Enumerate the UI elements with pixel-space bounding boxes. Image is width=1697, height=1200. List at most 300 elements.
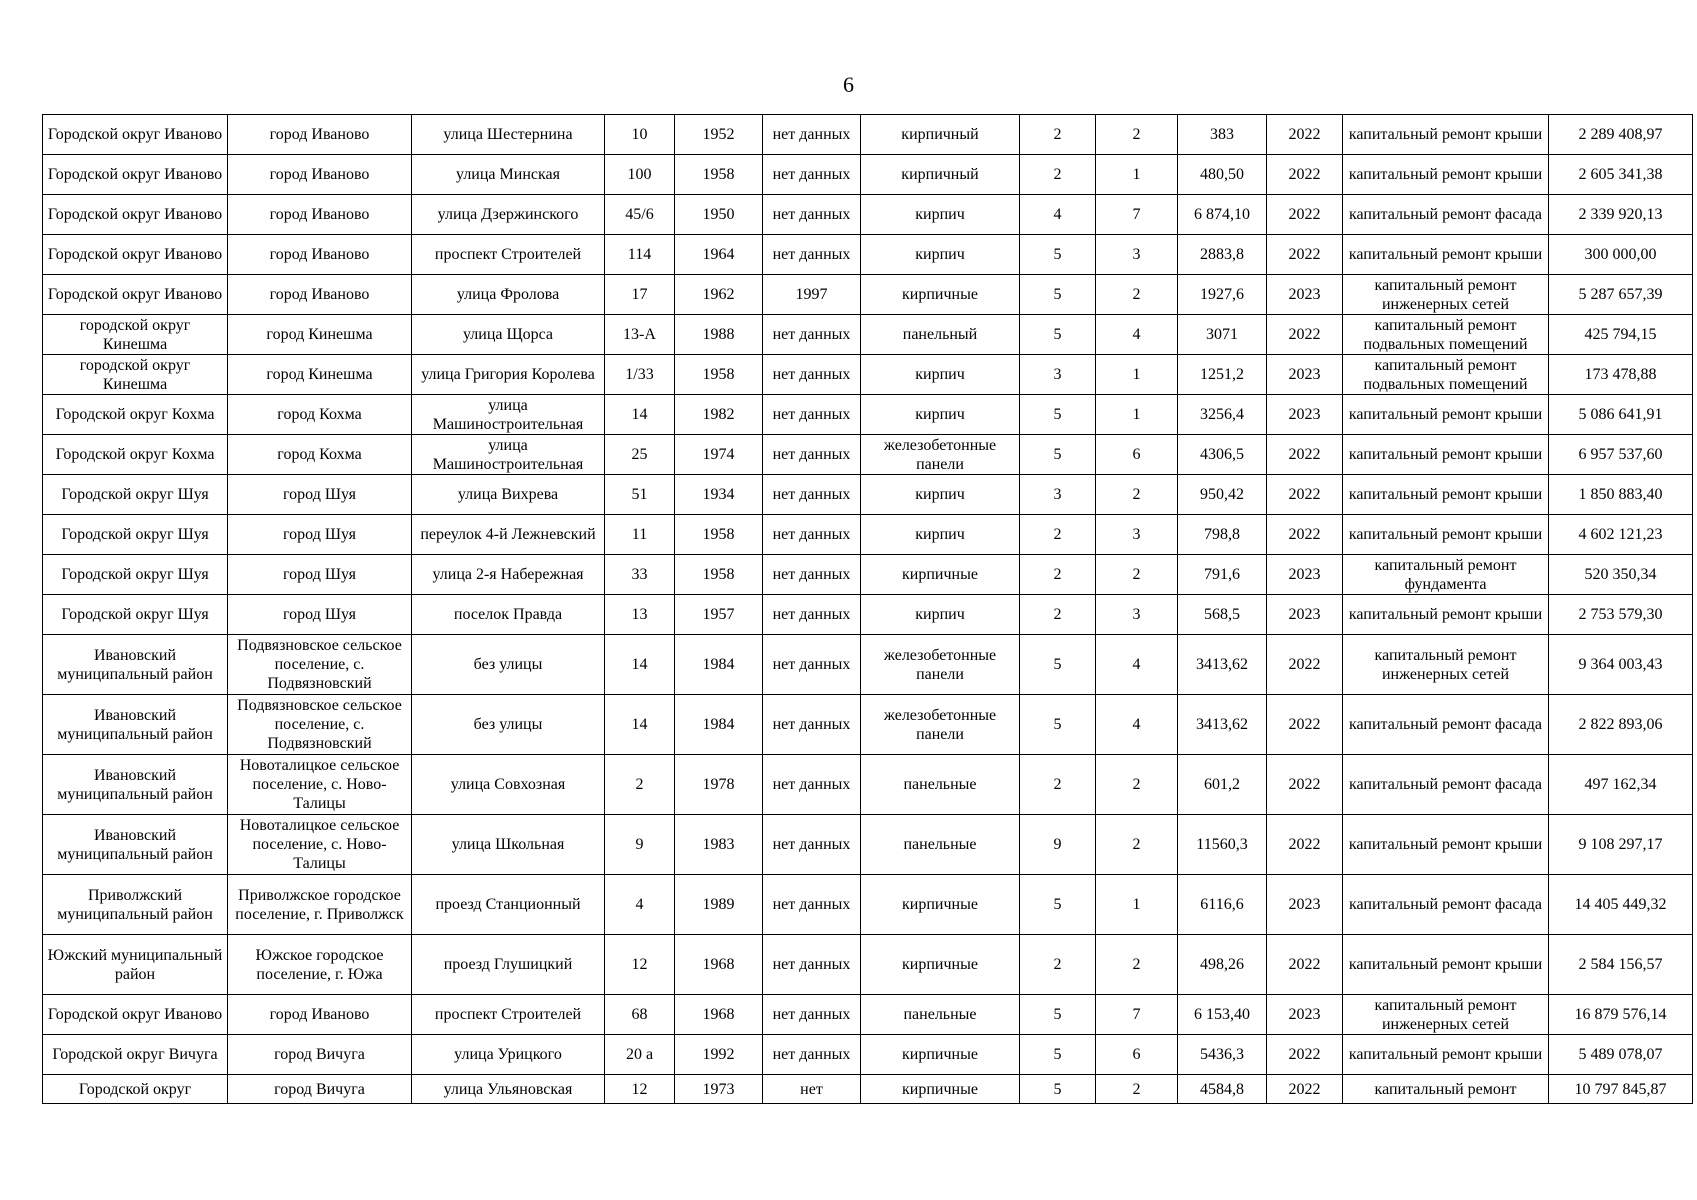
- cell-floors: 2: [1020, 595, 1096, 635]
- cell-area: 3413,62: [1178, 635, 1267, 695]
- cell-renovation-year: нет данных: [763, 115, 861, 155]
- cell-entrances: 2: [1096, 475, 1178, 515]
- cell-floors: 3: [1020, 355, 1096, 395]
- cell-wall-material: кирпичный: [861, 155, 1020, 195]
- cell-work-type: капитальный ремонт фундамента: [1343, 555, 1549, 595]
- cell-entrances: 3: [1096, 515, 1178, 555]
- cell-renovation-year: нет данных: [763, 315, 861, 355]
- cell-settlement: Новоталицкое сельское поселение, с. Ново-Талицы: [228, 755, 412, 815]
- cell-house-number: 20 а: [605, 1035, 675, 1075]
- cell-renovation-year: нет данных: [763, 195, 861, 235]
- cell-repair-year: 2022: [1267, 435, 1343, 475]
- cell-house-number: 14: [605, 695, 675, 755]
- cell-build-year: 1988: [675, 315, 763, 355]
- cell-repair-year: 2023: [1267, 355, 1343, 395]
- cell-area: 1251,2: [1178, 355, 1267, 395]
- cell-area: 601,2: [1178, 755, 1267, 815]
- cell-work-type: капитальный ремонт крыши: [1343, 935, 1549, 995]
- cell-settlement: Новоталицкое сельское поселение, с. Ново-Талицы: [228, 815, 412, 875]
- cell-cost: 520 350,34: [1549, 555, 1693, 595]
- cell-settlement: город Кохма: [228, 395, 412, 435]
- cell-municipality: Городской округ Иваново: [43, 235, 228, 275]
- cell-entrances: 2: [1096, 755, 1178, 815]
- cell-entrances: 7: [1096, 995, 1178, 1035]
- cell-house-number: 13-А: [605, 315, 675, 355]
- cell-street: улица Машиностроительная: [412, 435, 605, 475]
- cell-repair-year: 2023: [1267, 275, 1343, 315]
- cell-settlement: город Вичуга: [228, 1035, 412, 1075]
- cell-repair-year: 2022: [1267, 815, 1343, 875]
- cell-build-year: 1978: [675, 755, 763, 815]
- cell-cost: 2 339 920,13: [1549, 195, 1693, 235]
- cell-wall-material: кирпич: [861, 355, 1020, 395]
- table-row: [43, 435, 1693, 475]
- cell-wall-material: кирпичные: [861, 875, 1020, 935]
- cell-settlement: город Шуя: [228, 475, 412, 515]
- table-row: [43, 695, 1693, 755]
- cell-cost: 10 797 845,87: [1549, 1075, 1693, 1104]
- cell-municipality: Ивановский муниципальный район: [43, 755, 228, 815]
- cell-municipality: Южский муниципальный район: [43, 935, 228, 995]
- cell-wall-material: железобетонные панели: [861, 635, 1020, 695]
- cell-street: улица Урицкого: [412, 1035, 605, 1075]
- cell-repair-year: 2022: [1267, 155, 1343, 195]
- cell-repair-year: 2022: [1267, 195, 1343, 235]
- cell-build-year: 1968: [675, 995, 763, 1035]
- table-row: [43, 1075, 1693, 1104]
- cell-house-number: 17: [605, 275, 675, 315]
- cell-renovation-year: нет данных: [763, 935, 861, 995]
- cell-house-number: 1/33: [605, 355, 675, 395]
- cell-entrances: 2: [1096, 275, 1178, 315]
- cell-cost: 425 794,15: [1549, 315, 1693, 355]
- cell-repair-year: 2023: [1267, 555, 1343, 595]
- cell-cost: 5 086 641,91: [1549, 395, 1693, 435]
- cell-wall-material: кирпич: [861, 195, 1020, 235]
- table-row: [43, 275, 1693, 315]
- cell-settlement: Южское городское поселение, г. Южа: [228, 935, 412, 995]
- cell-wall-material: панельные: [861, 995, 1020, 1035]
- cell-settlement: город Иваново: [228, 235, 412, 275]
- cell-street: без улицы: [412, 695, 605, 755]
- cell-renovation-year: нет данных: [763, 995, 861, 1035]
- cell-build-year: 1983: [675, 815, 763, 875]
- cell-floors: 5: [1020, 275, 1096, 315]
- cell-build-year: 1957: [675, 595, 763, 635]
- cell-build-year: 1952: [675, 115, 763, 155]
- cell-build-year: 1964: [675, 235, 763, 275]
- cell-house-number: 14: [605, 635, 675, 695]
- cell-repair-year: 2022: [1267, 235, 1343, 275]
- cell-wall-material: кирпич: [861, 515, 1020, 555]
- housing-repair-table: [42, 114, 1693, 1104]
- cell-municipality: Приволжский муниципальный район: [43, 875, 228, 935]
- table-row: [43, 155, 1693, 195]
- cell-street: улица Ульяновская: [412, 1075, 605, 1104]
- cell-work-type: капитальный ремонт подвальных помещений: [1343, 315, 1549, 355]
- cell-street: проспект Строителей: [412, 995, 605, 1035]
- cell-renovation-year: нет данных: [763, 755, 861, 815]
- cell-street: проспект Строителей: [412, 235, 605, 275]
- cell-wall-material: панельные: [861, 755, 1020, 815]
- cell-repair-year: 2022: [1267, 315, 1343, 355]
- cell-work-type: капитальный ремонт крыши: [1343, 595, 1549, 635]
- cell-street: улица Григория Королева: [412, 355, 605, 395]
- cell-wall-material: кирпич: [861, 475, 1020, 515]
- cell-municipality: Городской округ Иваново: [43, 115, 228, 155]
- cell-area: 791,6: [1178, 555, 1267, 595]
- cell-repair-year: 2022: [1267, 755, 1343, 815]
- cell-entrances: 6: [1096, 435, 1178, 475]
- cell-floors: 5: [1020, 995, 1096, 1035]
- table-row: [43, 395, 1693, 435]
- cell-build-year: 1984: [675, 635, 763, 695]
- cell-renovation-year: нет данных: [763, 355, 861, 395]
- cell-entrances: 7: [1096, 195, 1178, 235]
- cell-area: 383: [1178, 115, 1267, 155]
- cell-settlement: город Кинешма: [228, 355, 412, 395]
- cell-floors: 4: [1020, 195, 1096, 235]
- cell-build-year: 1982: [675, 395, 763, 435]
- cell-repair-year: 2023: [1267, 995, 1343, 1035]
- table-row: [43, 815, 1693, 875]
- cell-work-type: капитальный ремонт крыши: [1343, 515, 1549, 555]
- cell-floors: 5: [1020, 1035, 1096, 1075]
- cell-street: проезд Станционный: [412, 875, 605, 935]
- cell-street: переулок 4-й Лежневский: [412, 515, 605, 555]
- cell-settlement: город Иваново: [228, 195, 412, 235]
- cell-entrances: 3: [1096, 235, 1178, 275]
- cell-municipality: Ивановский муниципальный район: [43, 815, 228, 875]
- cell-municipality: Городской округ: [43, 1075, 228, 1104]
- cell-cost: 2 289 408,97: [1549, 115, 1693, 155]
- cell-cost: 6 957 537,60: [1549, 435, 1693, 475]
- cell-build-year: 1950: [675, 195, 763, 235]
- cell-municipality: Городской округ Иваново: [43, 275, 228, 315]
- cell-work-type: капитальный ремонт инженерных сетей: [1343, 995, 1549, 1035]
- cell-cost: 2 753 579,30: [1549, 595, 1693, 635]
- cell-work-type: капитальный ремонт фасада: [1343, 195, 1549, 235]
- cell-cost: 4 602 121,23: [1549, 515, 1693, 555]
- cell-wall-material: кирпич: [861, 235, 1020, 275]
- cell-area: 5436,3: [1178, 1035, 1267, 1075]
- cell-settlement: город Кинешма: [228, 315, 412, 355]
- cell-renovation-year: нет данных: [763, 435, 861, 475]
- cell-work-type: капитальный ремонт инженерных сетей: [1343, 635, 1549, 695]
- cell-repair-year: 2022: [1267, 695, 1343, 755]
- cell-repair-year: 2022: [1267, 515, 1343, 555]
- cell-renovation-year: нет данных: [763, 475, 861, 515]
- cell-wall-material: кирпичные: [861, 1075, 1020, 1104]
- table-row: [43, 195, 1693, 235]
- cell-build-year: 1958: [675, 355, 763, 395]
- cell-work-type: капитальный ремонт инженерных сетей: [1343, 275, 1549, 315]
- cell-repair-year: 2022: [1267, 115, 1343, 155]
- cell-entrances: 3: [1096, 595, 1178, 635]
- cell-area: 950,42: [1178, 475, 1267, 515]
- cell-house-number: 100: [605, 155, 675, 195]
- cell-house-number: 9: [605, 815, 675, 875]
- cell-floors: 2: [1020, 515, 1096, 555]
- cell-work-type: капитальный ремонт: [1343, 1075, 1549, 1104]
- cell-area: 4306,5: [1178, 435, 1267, 475]
- cell-renovation-year: нет данных: [763, 695, 861, 755]
- cell-wall-material: кирпич: [861, 395, 1020, 435]
- cell-street: улица Машиностроительная: [412, 395, 605, 435]
- cell-floors: 2: [1020, 155, 1096, 195]
- cell-settlement: город Кохма: [228, 435, 412, 475]
- cell-wall-material: панельные: [861, 815, 1020, 875]
- cell-renovation-year: нет данных: [763, 1035, 861, 1075]
- cell-house-number: 12: [605, 935, 675, 995]
- cell-settlement: город Шуя: [228, 595, 412, 635]
- cell-municipality: городской округ Кинешма: [43, 315, 228, 355]
- table-row: [43, 995, 1693, 1035]
- cell-floors: 5: [1020, 395, 1096, 435]
- table-row: [43, 935, 1693, 995]
- cell-area: 11560,3: [1178, 815, 1267, 875]
- table-row: [43, 355, 1693, 395]
- cell-settlement: город Шуя: [228, 555, 412, 595]
- cell-renovation-year: нет данных: [763, 595, 861, 635]
- page-number: 6: [843, 72, 854, 97]
- table-body: [43, 115, 1693, 1104]
- cell-settlement: город Иваново: [228, 995, 412, 1035]
- cell-area: 6 874,10: [1178, 195, 1267, 235]
- cell-floors: 5: [1020, 875, 1096, 935]
- cell-house-number: 25: [605, 435, 675, 475]
- cell-wall-material: кирпич: [861, 595, 1020, 635]
- cell-street: проезд Глушицкий: [412, 935, 605, 995]
- cell-entrances: 1: [1096, 395, 1178, 435]
- cell-entrances: 2: [1096, 555, 1178, 595]
- cell-cost: 300 000,00: [1549, 235, 1693, 275]
- cell-entrances: 6: [1096, 1035, 1178, 1075]
- cell-cost: 2 822 893,06: [1549, 695, 1693, 755]
- cell-entrances: 2: [1096, 815, 1178, 875]
- cell-street: улица 2-я Набережная: [412, 555, 605, 595]
- cell-area: 798,8: [1178, 515, 1267, 555]
- table-row: [43, 235, 1693, 275]
- cell-street: улица Фролова: [412, 275, 605, 315]
- cell-entrances: 2: [1096, 935, 1178, 995]
- cell-build-year: 1934: [675, 475, 763, 515]
- cell-cost: 9 108 297,17: [1549, 815, 1693, 875]
- cell-floors: 2: [1020, 115, 1096, 155]
- table-row: [43, 875, 1693, 935]
- cell-street: улица Школьная: [412, 815, 605, 875]
- table-row: [43, 555, 1693, 595]
- cell-area: 4584,8: [1178, 1075, 1267, 1104]
- cell-work-type: капитальный ремонт крыши: [1343, 155, 1549, 195]
- cell-renovation-year: нет: [763, 1075, 861, 1104]
- cell-entrances: 4: [1096, 635, 1178, 695]
- cell-house-number: 14: [605, 395, 675, 435]
- cell-repair-year: 2022: [1267, 475, 1343, 515]
- cell-wall-material: кирпичные: [861, 935, 1020, 995]
- cell-renovation-year: нет данных: [763, 235, 861, 275]
- cell-wall-material: кирпичные: [861, 275, 1020, 315]
- cell-repair-year: 2023: [1267, 875, 1343, 935]
- cell-floors: 5: [1020, 235, 1096, 275]
- cell-renovation-year: нет данных: [763, 515, 861, 555]
- cell-floors: 3: [1020, 475, 1096, 515]
- table-row: [43, 515, 1693, 555]
- cell-house-number: 12: [605, 1075, 675, 1104]
- cell-house-number: 10: [605, 115, 675, 155]
- cell-house-number: 13: [605, 595, 675, 635]
- cell-cost: 173 478,88: [1549, 355, 1693, 395]
- cell-settlement: город Иваново: [228, 275, 412, 315]
- cell-renovation-year: нет данных: [763, 635, 861, 695]
- cell-house-number: 114: [605, 235, 675, 275]
- cell-renovation-year: нет данных: [763, 395, 861, 435]
- cell-build-year: 1958: [675, 555, 763, 595]
- cell-build-year: 1962: [675, 275, 763, 315]
- cell-work-type: капитальный ремонт крыши: [1343, 395, 1549, 435]
- cell-wall-material: кирпичный: [861, 115, 1020, 155]
- cell-municipality: Городской округ Иваново: [43, 155, 228, 195]
- table-row: [43, 635, 1693, 695]
- cell-wall-material: железобетонные панели: [861, 435, 1020, 475]
- cell-floors: 2: [1020, 555, 1096, 595]
- cell-floors: 5: [1020, 635, 1096, 695]
- cell-cost: 497 162,34: [1549, 755, 1693, 815]
- cell-renovation-year: нет данных: [763, 875, 861, 935]
- cell-wall-material: железобетонные панели: [861, 695, 1020, 755]
- cell-work-type: капитальный ремонт крыши: [1343, 435, 1549, 475]
- cell-street: поселок Правда: [412, 595, 605, 635]
- cell-street: улица Минская: [412, 155, 605, 195]
- table-row: [43, 595, 1693, 635]
- cell-floors: 9: [1020, 815, 1096, 875]
- cell-floors: 5: [1020, 695, 1096, 755]
- cell-work-type: капитальный ремонт крыши: [1343, 815, 1549, 875]
- cell-area: 6 153,40: [1178, 995, 1267, 1035]
- cell-cost: 1 850 883,40: [1549, 475, 1693, 515]
- cell-renovation-year: нет данных: [763, 555, 861, 595]
- table-row: [43, 755, 1693, 815]
- cell-area: 3256,4: [1178, 395, 1267, 435]
- cell-street: улица Вихрева: [412, 475, 605, 515]
- cell-municipality: городской округ Кинешма: [43, 355, 228, 395]
- table-row: [43, 475, 1693, 515]
- cell-street: улица Дзержинского: [412, 195, 605, 235]
- cell-area: 498,26: [1178, 935, 1267, 995]
- table-row: [43, 1035, 1693, 1075]
- cell-area: 6116,6: [1178, 875, 1267, 935]
- cell-work-type: капитальный ремонт крыши: [1343, 235, 1549, 275]
- cell-entrances: 1: [1096, 355, 1178, 395]
- cell-work-type: капитальный ремонт подвальных помещений: [1343, 355, 1549, 395]
- cell-floors: 5: [1020, 435, 1096, 475]
- cell-work-type: капитальный ремонт крыши: [1343, 475, 1549, 515]
- cell-municipality: Городской округ Шуя: [43, 475, 228, 515]
- cell-entrances: 4: [1096, 695, 1178, 755]
- cell-floors: 2: [1020, 935, 1096, 995]
- cell-wall-material: панельный: [861, 315, 1020, 355]
- cell-cost: 16 879 576,14: [1549, 995, 1693, 1035]
- cell-repair-year: 2022: [1267, 635, 1343, 695]
- table-row: [43, 315, 1693, 355]
- cell-municipality: Городской округ Шуя: [43, 555, 228, 595]
- cell-build-year: 1989: [675, 875, 763, 935]
- cell-floors: 5: [1020, 1075, 1096, 1104]
- table-row: [43, 115, 1693, 155]
- cell-settlement: город Иваново: [228, 155, 412, 195]
- cell-municipality: Ивановский муниципальный район: [43, 695, 228, 755]
- cell-cost: 14 405 449,32: [1549, 875, 1693, 935]
- cell-street: улица Совхозная: [412, 755, 605, 815]
- cell-settlement: Приволжское городское поселение, г. Приволжск: [228, 875, 412, 935]
- cell-house-number: 4: [605, 875, 675, 935]
- cell-municipality: Городской округ Иваново: [43, 195, 228, 235]
- cell-municipality: Ивановский муниципальный район: [43, 635, 228, 695]
- cell-area: 480,50: [1178, 155, 1267, 195]
- cell-floors: 5: [1020, 315, 1096, 355]
- cell-house-number: 51: [605, 475, 675, 515]
- cell-house-number: 2: [605, 755, 675, 815]
- cell-house-number: 45/6: [605, 195, 675, 235]
- cell-municipality: Городской округ Иваново: [43, 995, 228, 1035]
- cell-work-type: капитальный ремонт фасада: [1343, 755, 1549, 815]
- cell-cost: 2 584 156,57: [1549, 935, 1693, 995]
- cell-settlement: город Шуя: [228, 515, 412, 555]
- cell-entrances: 2: [1096, 1075, 1178, 1104]
- cell-settlement: Подвязновское сельское поселение, с. Подвязновский: [228, 695, 412, 755]
- cell-renovation-year: 1997: [763, 275, 861, 315]
- cell-cost: 5 489 078,07: [1549, 1035, 1693, 1075]
- cell-area: 3071: [1178, 315, 1267, 355]
- cell-entrances: 1: [1096, 155, 1178, 195]
- cell-municipality: Городской округ Вичуга: [43, 1035, 228, 1075]
- cell-build-year: 1992: [675, 1035, 763, 1075]
- cell-work-type: капитальный ремонт фасада: [1343, 875, 1549, 935]
- cell-build-year: 1958: [675, 515, 763, 555]
- cell-build-year: 1984: [675, 695, 763, 755]
- cell-house-number: 33: [605, 555, 675, 595]
- cell-work-type: капитальный ремонт крыши: [1343, 115, 1549, 155]
- cell-repair-year: 2022: [1267, 935, 1343, 995]
- cell-municipality: Городской округ Шуя: [43, 595, 228, 635]
- cell-municipality: Городской округ Кохма: [43, 435, 228, 475]
- cell-settlement: Подвязновское сельское поселение, с. Подвязновский: [228, 635, 412, 695]
- cell-settlement: город Вичуга: [228, 1075, 412, 1104]
- cell-entrances: 2: [1096, 115, 1178, 155]
- cell-build-year: 1958: [675, 155, 763, 195]
- cell-repair-year: 2022: [1267, 1035, 1343, 1075]
- cell-municipality: Городской округ Кохма: [43, 395, 228, 435]
- cell-entrances: 4: [1096, 315, 1178, 355]
- cell-build-year: 1974: [675, 435, 763, 475]
- cell-wall-material: кирпичные: [861, 1035, 1020, 1075]
- cell-area: 568,5: [1178, 595, 1267, 635]
- cell-street: улица Шестернина: [412, 115, 605, 155]
- cell-municipality: Городской округ Шуя: [43, 515, 228, 555]
- cell-work-type: капитальный ремонт фасада: [1343, 695, 1549, 755]
- cell-repair-year: 2022: [1267, 1075, 1343, 1104]
- cell-area: 3413,62: [1178, 695, 1267, 755]
- cell-entrances: 1: [1096, 875, 1178, 935]
- cell-settlement: город Иваново: [228, 115, 412, 155]
- cell-floors: 2: [1020, 755, 1096, 815]
- cell-area: 1927,6: [1178, 275, 1267, 315]
- cell-cost: 5 287 657,39: [1549, 275, 1693, 315]
- cell-build-year: 1973: [675, 1075, 763, 1104]
- cell-cost: 2 605 341,38: [1549, 155, 1693, 195]
- cell-renovation-year: нет данных: [763, 155, 861, 195]
- cell-repair-year: 2023: [1267, 395, 1343, 435]
